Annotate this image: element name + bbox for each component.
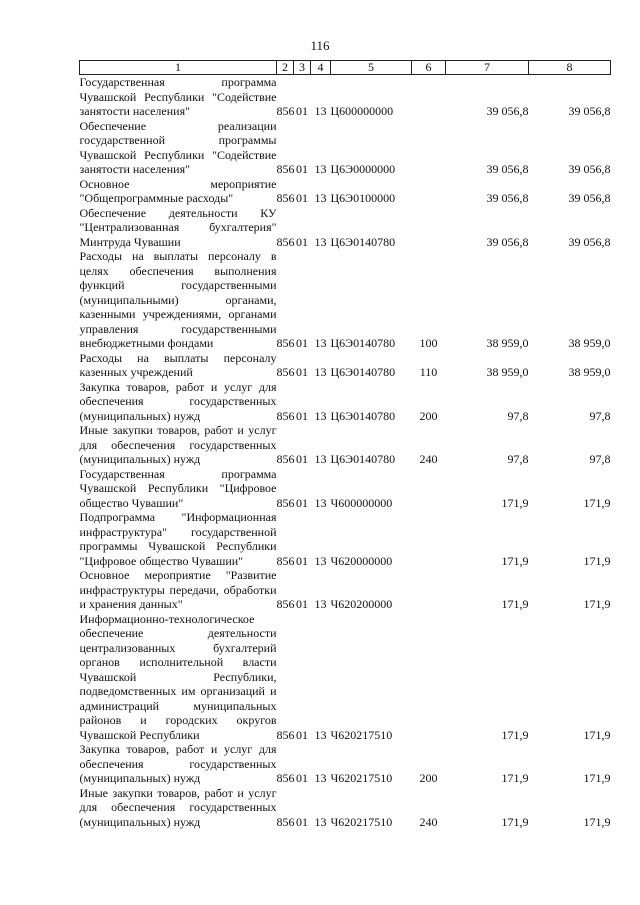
row-target-code: Ч620217510 [330,814,393,829]
row-amount-1: 39 056,8 [486,104,529,118]
row-amount-2: 39 056,8 [568,234,611,249]
table-row [80,786,611,830]
row-target-code: Ц6Э0140780 [330,408,396,423]
row-ministry-code: 856 [276,234,295,249]
table-row [80,119,611,177]
row-name: Основное мероприятие "Общепрограммные расходы" [79,176,277,205]
row-name: Основное мероприятие "Развитие инфраструктуры передачи, обработки и хранения данных" [79,568,277,611]
row-subsection-code: 13 [314,234,327,249]
row-name: Иные закупки товаров, работ и услуг для обеспечения государственных (муниципальных) нужд [79,785,277,829]
row-amount-2: 171,9 [583,814,611,829]
table-row [80,568,611,612]
header-col-5: 5 [331,61,412,75]
row-expense-type: 100 [419,336,438,350]
row-section-code: 01 [296,365,308,379]
row-name: Обеспечение деятельности КУ "Централизованная бухгалтерия" Минтруда Чувашии [79,205,277,249]
header-col-3: 3 [294,61,311,75]
row-ministry-code: 856 [276,191,295,205]
row-target-code: Ц6Э0140780 [330,336,396,350]
row-amount-1: 38 959,0 [486,365,529,379]
row-name: Обеспечение реализации государственной программы Чувашской Республики "Содействие занятости населения" [79,118,277,176]
row-ministry-code: 856 [276,365,295,379]
row-section-code: 01 [296,104,308,118]
row-ministry-code: 856 [276,771,295,785]
row-target-code: Ц6Э0000000 [330,162,396,176]
header-col-8: 8 [529,61,611,75]
table-row [80,177,611,206]
row-expense-type: 240 [419,452,438,466]
row-amount-2: 38 959,0 [568,336,611,350]
row-target-code: Ц600000000 [330,104,394,118]
row-subsection-code: 13 [314,452,327,466]
row-amount-2: 97,8 [589,408,611,423]
row-amount-1: 39 056,8 [486,162,529,176]
row-target-code: Ц6Э0140780 [330,234,396,249]
header-col-4: 4 [311,61,331,75]
row-amount-1: 97,8 [507,408,529,423]
row-subsection-code: 13 [314,191,327,205]
row-expense-type [412,612,446,743]
row-target-code: Ч600000000 [330,495,393,510]
row-expense-type: 200 [419,771,438,785]
row-amount-1: 97,8 [507,452,529,466]
row-amount-2: 38 959,0 [568,365,611,379]
row-section-code: 01 [296,336,308,350]
row-expense-type: 200 [419,408,438,423]
row-section-code: 01 [296,553,308,568]
header-col-2: 2 [277,61,294,75]
header-col-7: 7 [446,61,529,75]
row-section-code: 01 [296,408,308,423]
row-amount-1: 39 056,8 [486,191,529,205]
row-section-code: 01 [296,771,308,785]
row-subsection-code: 13 [314,814,327,829]
row-section-code: 01 [296,495,308,510]
table-row [80,380,611,424]
row-amount-2: 97,8 [589,452,611,466]
row-amount-1: 171,9 [501,771,529,785]
row-amount-2: 171,9 [583,597,611,611]
page-number: 116 [310,38,330,53]
budget-table [79,60,611,829]
row-amount-1: 171,9 [501,727,529,742]
row-subsection-code: 13 [314,408,327,423]
row-subsection-code: 13 [314,553,327,568]
header-col-1: 1 [80,61,277,75]
row-name: Информационно-технологическое обеспечение деятельности централизованных бухгалтерий органов исполнительной власти Чувашской Республики, подведомственных им организаций и администраций муниципальных районов и городских округов Чувашской Республики [79,611,277,742]
row-ministry-code: 856 [276,452,295,466]
row-ministry-code: 856 [276,597,295,611]
row-amount-1: 171,9 [501,495,529,510]
table-row [80,612,611,743]
row-amount-2: 171,9 [583,771,611,785]
row-expense-type: 240 [419,814,438,829]
table-row [80,423,611,467]
row-name: Государственная программа Чувашской Республики "Содействие занятости населения" [79,75,277,118]
header-col-6: 6 [412,61,446,75]
row-amount-2: 171,9 [583,553,611,568]
row-name: Расходы на выплаты персоналу в целях обеспечения выполнения функций государственными (муниципальными) органами, казенными учреждениями, органами управления государственными внебюджетными фондами [79,249,277,350]
row-subsection-code: 13 [314,162,327,176]
row-ministry-code: 856 [276,336,295,350]
table-row [80,351,611,380]
row-amount-2: 171,9 [583,495,611,510]
row-name: Закупка товаров, работ и услуг для обеспечения государственных (муниципальных) нужд [79,742,277,785]
table-row [80,206,611,250]
row-ministry-code: 856 [276,408,295,423]
row-ministry-code: 856 [276,495,295,510]
row-amount-1: 39 056,8 [486,234,529,249]
row-name: Расходы на выплаты персоналу казенных учреждений [79,350,277,379]
row-ministry-code: 856 [276,553,295,568]
row-name: Подпрограмма "Информационная инфраструктура" государственной программы Чувашской Республики "Цифровое общество Чувашии" [79,510,277,568]
row-amount-1: 171,9 [501,597,529,611]
row-subsection-code: 13 [314,336,327,350]
row-target-code: Ч620200000 [330,597,393,611]
row-section-code: 01 [296,727,308,742]
table-header-row [80,61,611,75]
row-name: Закупка товаров, работ и услуг для обеспечения государственных (муниципальных) нужд [79,379,277,423]
row-subsection-code: 13 [314,495,327,510]
row-subsection-code: 13 [314,727,327,742]
row-expense-type [412,75,446,119]
row-amount-1: 38 959,0 [486,336,529,350]
row-amount-2: 39 056,8 [568,162,611,176]
row-section-code: 01 [296,162,308,176]
row-subsection-code: 13 [314,104,327,118]
table-row [80,467,611,511]
row-expense-type [412,568,446,612]
row-subsection-code: 13 [314,771,327,785]
row-subsection-code: 13 [314,597,327,611]
row-ministry-code: 856 [276,727,295,742]
row-section-code: 01 [296,597,308,611]
row-section-code: 01 [296,191,308,205]
row-expense-type: 110 [419,365,438,379]
row-amount-1: 171,9 [501,814,529,829]
row-expense-type [412,467,446,511]
row-section-code: 01 [296,452,308,466]
row-ministry-code: 856 [276,814,295,829]
row-target-code: Ц6Э0140780 [330,365,396,379]
row-target-code: Ц6Э0140780 [330,452,396,466]
table-row [80,742,611,786]
row-expense-type [412,510,446,568]
row-section-code: 01 [296,234,308,249]
row-amount-2: 39 056,8 [568,104,611,118]
row-name: Государственная программа Чувашской Республики "Цифровое общество Чувашии" [79,466,277,510]
row-ministry-code: 856 [276,162,295,176]
row-target-code: Ч620000000 [330,553,393,568]
row-ministry-code: 856 [276,104,295,118]
row-amount-1: 171,9 [501,553,529,568]
row-subsection-code: 13 [314,365,327,379]
row-target-code: Ч620217510 [330,727,393,742]
row-expense-type [412,177,446,206]
table-row [80,249,611,351]
row-amount-2: 171,9 [583,727,611,742]
row-target-code: Ц6Э0100000 [330,191,396,205]
row-target-code: Ч620217510 [330,771,393,785]
row-expense-type [412,119,446,177]
row-name: Иные закупки товаров, работ и услуг для обеспечения государственных (муниципальных) нужд [79,423,277,466]
row-section-code: 01 [296,814,308,829]
row-amount-2: 39 056,8 [568,191,611,205]
table-row [80,75,611,119]
row-expense-type [412,206,446,250]
table-row [80,510,611,568]
